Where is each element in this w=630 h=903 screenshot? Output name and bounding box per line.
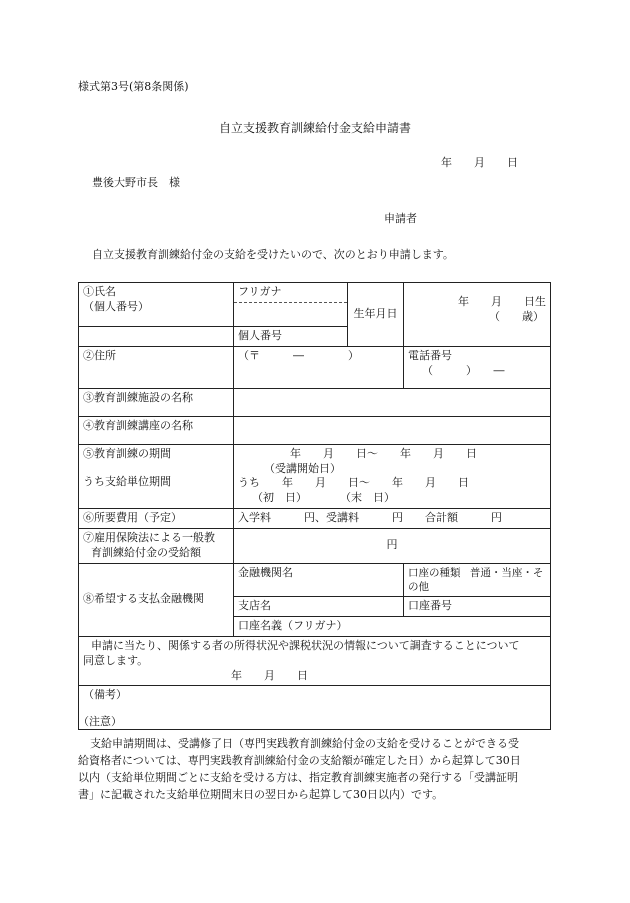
address-field[interactable] [234,346,404,388]
period-value: 年 月 日～ 年 月 日 [290,446,477,460]
branch-field[interactable] [234,596,404,616]
birth-label: 生年月日 [353,306,398,320]
personal-number-label: 個人番号 [238,328,282,342]
note-line-3: 以内（支給単位期間ごとに支給を受ける方は、指定教育訓練実施者の発行する「受講証明 [78,771,518,785]
facility-field[interactable] [234,388,551,416]
phone-label: 電話番号 [408,348,452,362]
application-table [78,282,551,730]
unit-period-note: （初 日） （末 日） [252,491,395,505]
remarks-label: （備考） [83,688,127,702]
account-type-options: 普通・当座・その他 [408,566,544,593]
account-type-field[interactable] [404,563,551,596]
remarks-field[interactable] [79,686,551,730]
period-start-note: （受講開始日） [264,461,341,475]
insurance-label-line1: ⑦雇用保険法による一般教 [83,530,215,544]
account-type-label: 口座の種類 [408,566,461,579]
addressee: 豊後大野市長 様 [92,176,180,189]
age: （ 歳） [489,309,544,323]
furigana-label: フリガナ [238,285,282,298]
course-label-cell [79,416,234,444]
postal-code: （〒 ― ） [238,348,359,362]
insurance-label-line2: 育訓練給付金の受給額 [91,545,201,559]
cost-label: ⑥所要費用（予定） [83,511,182,525]
branch-label: 支店名 [238,598,271,612]
period-label-cell [79,444,234,508]
account-number-field[interactable] [404,596,551,616]
consent-date: 年 月 日 [231,668,308,682]
insurance-field[interactable] [234,528,551,563]
insurance-yen: 円 [386,538,398,552]
notes-body [78,735,552,803]
bank-label-cell [79,563,234,636]
note-line-4: 書」に記載された支給単位期間末日の翌日から起算して30日以内）です。 [78,788,444,802]
unit-period-label: うち支給単位期間 [83,474,171,488]
course-field[interactable] [234,416,551,444]
name-field[interactable] [234,302,348,326]
note-line-1: 支給申請期間は、受講修了日（専門実践教育訓練給付金の支給を受けることができる受 [90,737,519,750]
phone-field[interactable] [404,346,551,388]
furigana-field[interactable] [234,283,348,303]
period-label: ⑤教育訓練の期間 [83,446,171,460]
consent-line1: 申請に当たり、関係する者の所得状況や課税状況の情報について調査することについて [91,638,520,652]
bank-name-label: 金融機関名 [238,565,293,579]
phone-value: （ ） ― [422,363,505,377]
facility-label-cell [79,388,234,416]
note-line-2: 給資格者については、専門実践教育訓練給付金の支給額が確定した日）から起算して30日 [78,754,521,768]
insurance-label-cell [79,528,234,563]
account-holder-field[interactable] [234,616,551,636]
date-line: 年 月 日 [441,156,518,169]
facility-label: ③教育訓練施設の名称 [83,390,193,404]
address-label-cell [79,346,234,388]
cost-label-cell [79,509,234,529]
form-number: 様式第3号(第8条関係) [78,80,189,93]
account-holder-label: 口座名義（フリガナ） [238,618,348,632]
course-label: ④教育訓練講座の名称 [83,418,193,432]
consent-cell [79,636,551,686]
account-number-label: 口座番号 [408,598,452,612]
unit-period-value: うち 年 月 日～ 年 月 日 [238,476,469,490]
intro-text: 自立支援教育訓練給付金の支給を受けたいので、次のとおり申請します。 [92,248,454,261]
period-field[interactable] [234,444,551,508]
name-label: ①氏名 [83,285,116,298]
birth-value-cell[interactable] [404,283,551,347]
name-label-cell [79,283,234,327]
personal-number-sub-label: （個人番号） [83,299,149,313]
bank-label: ⑧希望する支払金融機関 [83,592,204,606]
birth-date: 年 月 日生 [458,295,546,308]
notes-title: （注意） [78,715,122,728]
cost-value: 入学料 円、受講料 円 合計額 円 [238,511,502,525]
bank-name-field[interactable] [234,563,404,596]
applicant-label: 申請者 [384,212,417,225]
personal-number-field[interactable] [234,326,348,346]
address-label: ②住所 [83,348,116,362]
page-title: 自立支援教育訓練給付金支給申請書 [218,121,411,135]
consent-line2: 同意します。 [83,653,149,667]
cost-field[interactable] [234,509,551,529]
birth-label-cell [348,283,404,347]
personal-number-blank [79,326,234,346]
